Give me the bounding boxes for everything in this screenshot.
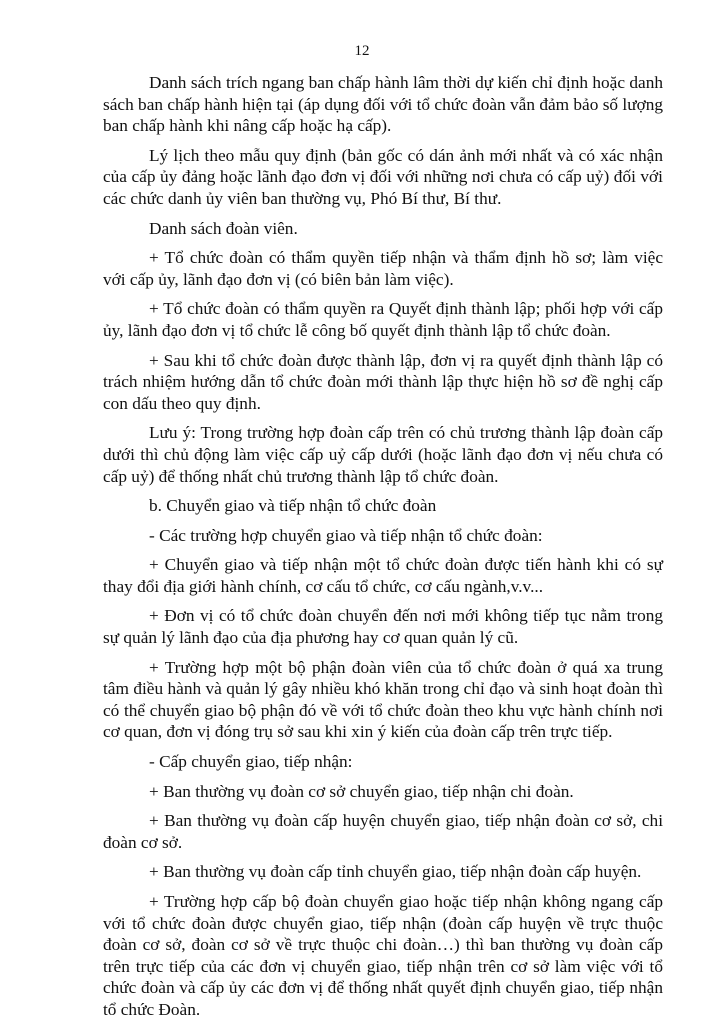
paragraph: + Ban thường vụ đoàn cấp huyện chuyển giao, tiếp nhận đoàn cơ sở, chi đoàn cơ sở. [103, 811, 663, 852]
paragraph: + Trường hợp cấp bộ đoàn chuyển giao hoặc tiếp nhận không ngang cấp với tổ chức đoàn được chuyển giao, tiếp nhận (đoàn cấp huyện về trực thuộc đoàn cơ sở, đoàn cơ sở về trực thuộc chi đoàn…) thì ban thường vụ đoàn cấp trên trực tiếp của các đơn vị chuyển giao, tiếp nhận trên cơ sở làm việc với tổ chức đoàn và cấp ủy các đơn vị để thống nhất quyết định chuyển giao, tiếp nhận tổ chức Đoàn. [103, 892, 663, 1019]
paragraph: Lưu ý: Trong trường hợp đoàn cấp trên có chủ trương thành lập đoàn cấp dưới thì chủ động làm việc cấp uỷ cấp dưới (hoặc lãnh đạo đơn vị nếu chưa có cấp uỷ) để thống nhất chủ trương thành lập tổ chức đoàn. [103, 423, 663, 486]
paragraph: + Chuyển giao và tiếp nhận một tổ chức đoàn được tiến hành khi có sự thay đổi địa giới hành chính, cơ cấu tổ chức, cơ cấu ngành,v.v... [103, 555, 663, 596]
paragraph: + Đơn vị có tổ chức đoàn chuyển đến nơi mới không tiếp tục nằm trong sự quản lý lãnh đạo của địa phương hay cơ quan quản lý cũ. [103, 606, 663, 648]
paragraph: + Trường hợp một bộ phận đoàn viên của tổ chức đoàn ở quá xa trung tâm điều hành và quản lý gây nhiều khó khăn trong chỉ đạo và sinh hoạt đoàn thì có thể chuyển giao bộ phận đó về với tổ chức đoàn theo khu vực hành chính nơi cơ quan, đơn vị đóng trụ sở sau khi xin ý kiến của đoàn cấp trên trực tiếp. [103, 657, 663, 742]
paragraph: - Cấp chuyển giao, tiếp nhận: [149, 752, 353, 772]
paragraph: + Ban thường vụ đoàn cấp tỉnh chuyển giao, tiếp nhận đoàn cấp huyện. [149, 862, 642, 882]
paragraph: Danh sách đoàn viên. [149, 218, 298, 238]
paragraph: + Tổ chức đoàn có thẩm quyền ra Quyết định thành lập; phối hợp với cấp ủy, lãnh đạo đơn vị tổ chức lễ công bố quyết định thành lập tổ chức đoàn. [103, 299, 663, 340]
section-heading: b. Chuyển giao và tiếp nhận tổ chức đoàn [149, 496, 437, 516]
document-body [103, 72, 663, 1029]
paragraph: + Sau khi tổ chức đoàn được thành lập, đơn vị ra quyết định thành lập có trách nhiệm hướng dẫn tổ chức đoàn mới thành lập thực hiện hồ sơ đề nghị cấp con dấu theo quy định. [103, 350, 663, 413]
paragraph: + Tổ chức đoàn có thẩm quyền tiếp nhận và thẩm định hồ sơ; làm việc với cấp ủy, lãnh đạo đơn vị (có biên bản làm việc). [103, 248, 663, 289]
paragraph: - Các trường hợp chuyển giao và tiếp nhận tổ chức đoàn: [149, 525, 543, 545]
paragraph: + Ban thường vụ đoàn cơ sở chuyển giao, tiếp nhận chi đoàn. [149, 781, 574, 801]
page-number: 12 [354, 43, 370, 59]
paragraph: Danh sách trích ngang ban chấp hành lâm thời dự kiến chỉ định hoặc danh sách ban chấp hành hiện tại (áp dụng đối với tổ chức đoàn vẫn đảm bảo số lượng ban chấp hành khi nâng cấp hoặc hạ cấp). [103, 73, 663, 136]
paragraph: Lý lịch theo mẫu quy định (bản gốc có dán ảnh mới nhất và có xác nhận của cấp ủy đảng hoặc lãnh đạo đơn vị đối với những nơi chưa có cấp uỷ) đối với các chức danh ủy viên ban thường vụ, Phó Bí thư, Bí thư. [103, 145, 663, 208]
